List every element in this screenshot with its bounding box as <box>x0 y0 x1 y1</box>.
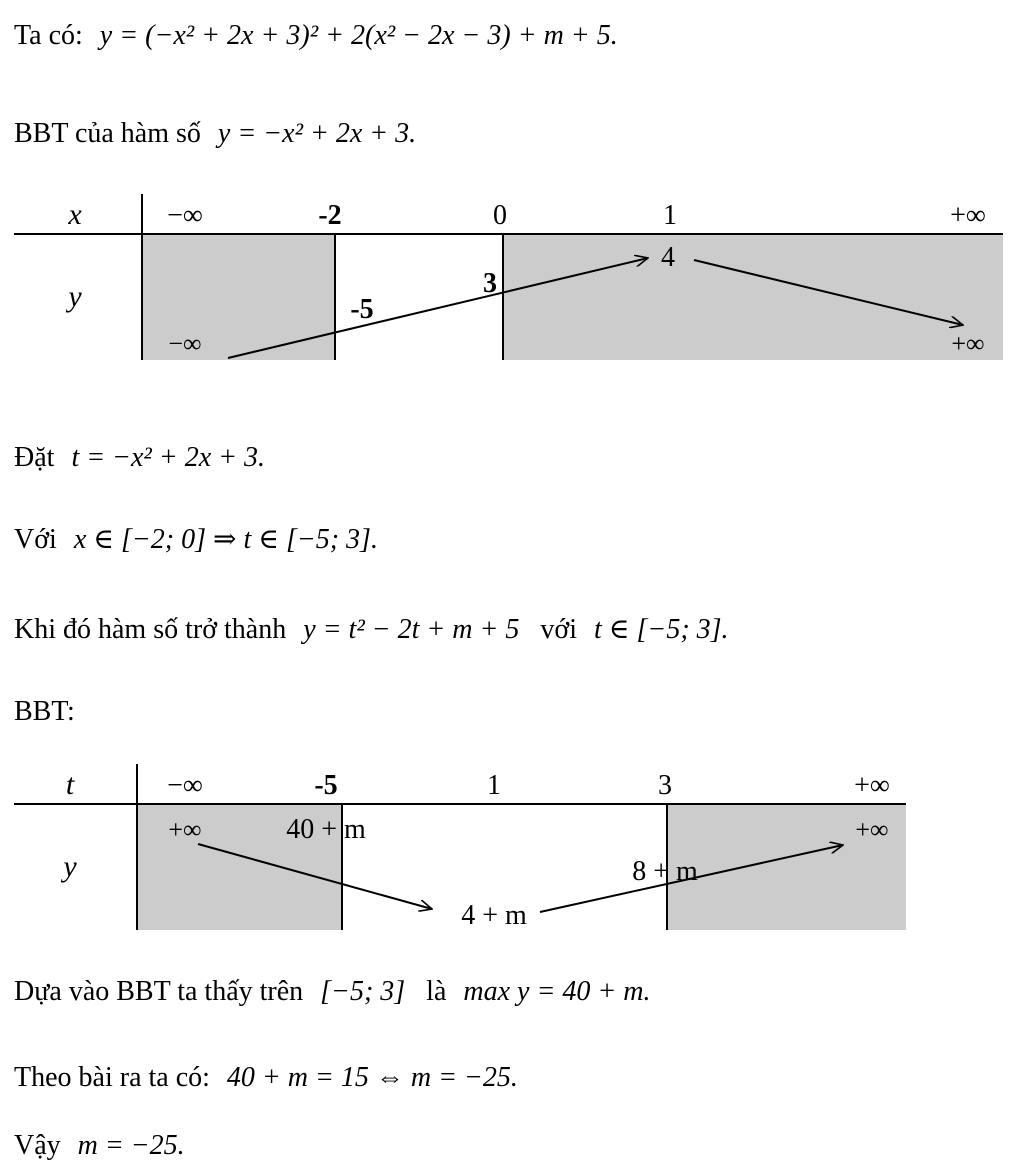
y-value: +∞ <box>168 815 202 844</box>
math-expression: max y = 40 + m. <box>463 976 651 1007</box>
y-value: 40 + m <box>286 814 366 845</box>
x-value: -2 <box>318 200 342 231</box>
line-prefix: Với <box>14 524 57 555</box>
y-value: −∞ <box>168 329 202 358</box>
line-prefix: Khi đó hàm số trở thành <box>14 614 287 645</box>
x-value: 1 <box>663 200 677 231</box>
math-expression: 40 + m = 15 ⇔ m = −25. <box>226 1062 518 1093</box>
line-connector: với <box>540 614 578 645</box>
y-value: 3 <box>483 268 497 299</box>
math-expression: t ∈ [−5; 3]. <box>594 614 729 645</box>
t-value: +∞ <box>854 770 890 801</box>
x-value: +∞ <box>950 200 986 231</box>
math-expression: y = −x² + 2x + 3. <box>217 118 417 149</box>
var-label-y: y <box>68 280 82 313</box>
t-value: 3 <box>658 770 672 801</box>
math-expression: m = −25. <box>77 1130 185 1161</box>
math-expression: x ∈ [−2; 0] ⇒ t ∈ [−5; 3]. <box>73 524 378 555</box>
line-theo-bai-ra <box>14 1062 518 1094</box>
y-value: 4 + m <box>461 900 527 931</box>
line-prefix: Ta có: <box>14 20 83 51</box>
y-value: +∞ <box>855 815 889 844</box>
math-expression: t = −x² + 2x + 3. <box>71 442 266 473</box>
t-value: -5 <box>314 770 338 801</box>
bbt-label: BBT: <box>14 696 75 727</box>
math-expression: y = (−x² + 2x + 3)² + 2(x² − 2x − 3) + m + 5. <box>99 20 618 51</box>
var-label-x: x <box>68 198 82 231</box>
line-prefix: Dựa vào BBT ta thấy trên <box>14 976 304 1007</box>
line-connector: là <box>426 976 447 1007</box>
y-value: -5 <box>350 294 374 325</box>
var-label-t: t <box>65 768 75 801</box>
line-prefix: Vậy <box>14 1130 61 1161</box>
line-vay <box>14 1130 185 1162</box>
line-dua-vao <box>14 976 650 1008</box>
line-prefix: BBT của hàm số <box>14 118 201 149</box>
y-value: 8 + m <box>632 856 698 887</box>
y-value: +∞ <box>951 329 985 358</box>
var-label-y: y <box>63 850 77 883</box>
x-value: 0 <box>493 200 507 231</box>
line-prefix: Theo bài ra ta có: <box>14 1062 210 1093</box>
y-value: 4 <box>661 242 675 273</box>
t-value: 1 <box>487 770 501 801</box>
line-prefix: Đặt <box>14 442 55 473</box>
t-value: −∞ <box>167 770 203 801</box>
x-value: −∞ <box>167 200 203 231</box>
math-expression: [−5; 3] <box>320 976 406 1007</box>
math-expression: y = t² − 2t + m + 5 <box>303 614 520 645</box>
